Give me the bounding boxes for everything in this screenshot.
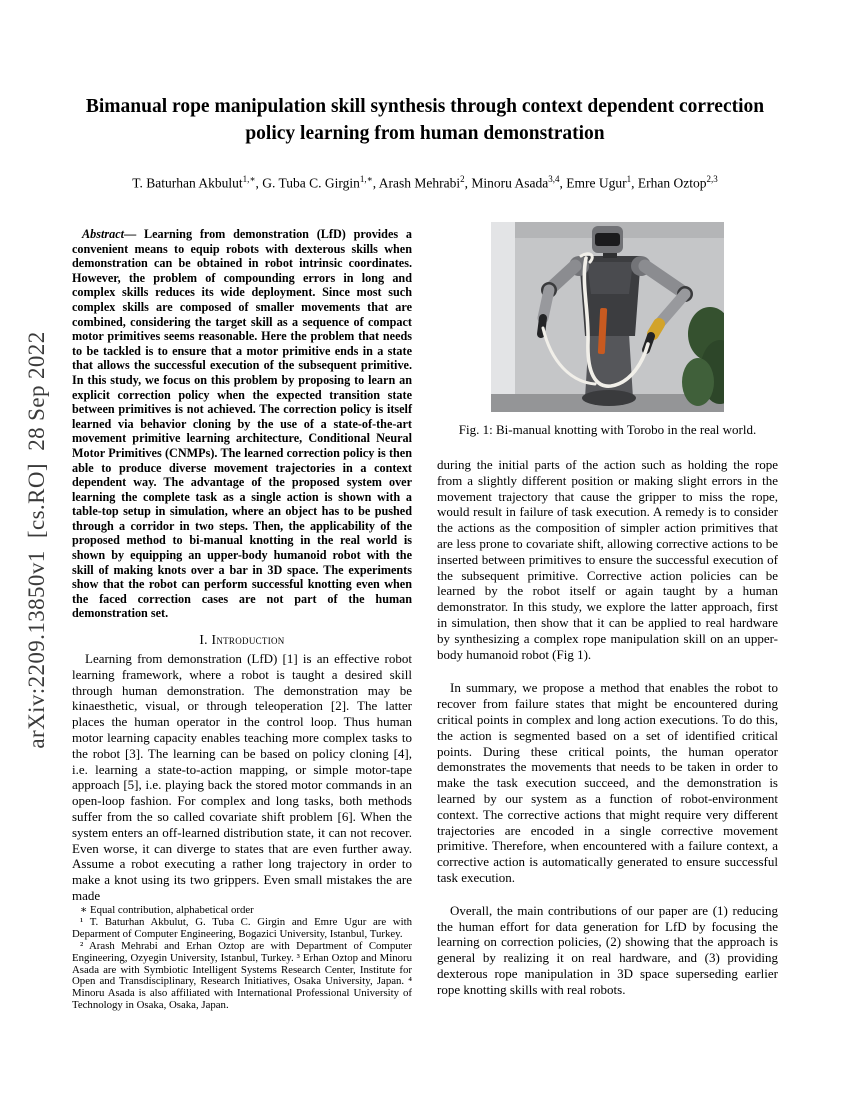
abstract	[72, 227, 412, 621]
left-column	[72, 227, 412, 904]
robot-base	[582, 390, 636, 406]
body-paragraph-3: Overall, the main contributions of our paper are (1) reducing the human effort for data generation for LfD by focusing the learning on correction policies, (2) showing that the approach is general by realizing it on real hardware, and (3) providing dexterous rope manipulation in 3D space superseding earlier rope knotting skills with real robots.	[437, 902, 778, 997]
abstract-text: — Learning from demonstration (LfD) provides a convenient means to equip robots with dexterous skills when demonstration can be obtained in robot intrinsic coordinates. However, the problem of compounding errors in long and complex skills reduces its wide deployment. Since most such complex skills are composed of smaller movements that are combined, considering the target skill as a sequence of compact motor primitives seems reasonable. Here the problem that needs to be tackled is to ensure that a motor primitive ends in a state that allows the successful execution of the subsequent primitive. In this study, we focus on this problem by proposing to learn an explicit correction policy when the expected transition state between primitives is not achieved. The correction policy is itself learned via behavior cloning by the use of a state-of-the-art movement primitive learning architecture, Conditional Neural Motor Primitives (CNMPs). The learned correction policy is then able to produce diverse movement trajectories in a context dependent way. The advantage of the proposed system over learning the complete task as a single action is shown with a table-top setup in simulation, where an object has to be pushed through a corridor in two steps. Then, the applicability of the proposed method to bi-manual knotting in the real world is shown by equipping an upper-body humanoid robot with the skill of making knots over a bar in 3D space. The experiments show that the robot can perform successful knotting even when the faced correction cases are not part of the human demonstration set.	[72, 227, 412, 621]
left-forearm	[543, 290, 549, 318]
robot-pedestal	[585, 334, 633, 398]
author-line: T. Baturhan Akbulut$^{1,∗}$, G. Tuba C. Girgin$^{1,∗}$, Arash Mehrabi$^2$, Minoru Asada$^{3,4}$, Emre Ugur$^1$, Erhan Oztop$^{2,3}$	[132, 174, 718, 191]
robot-face-visor	[595, 233, 620, 246]
plant-leaves-left	[682, 358, 714, 406]
intro-paragraph: Learning from demonstration (LfD) [1] is an effective robot learning framework, where a robot is taught a desired skill through human demonstration. The demonstration may be kinaesthetic, visual, or through teleoperation [2]. The latter places the human operator in the control loop. Thus human motor learning capacity enables teaching more complex tasks to the robot [3]. The learning can be based on policy cloning [4], i.e. learning a state-to-action mapping, or simple motor-tape approach [5], i.e. playing back the stored motor commands in an open-loop fashion. For complex and long tasks, both methods suffer from the so called covariate shift problem [6]. When the system enters an off-learned distribution state, it can not recover. Even worse, it can diverge to states that are even further away. Assume a robot executing a rather long trajectory in order to make a knot using its two grippers. Even small mistakes the are made	[72, 651, 412, 903]
body-paragraph-2: In summary, we propose a method that enables the robot to recover from failure states that might be encountered during critical points in complex and long action executions. To do this, the action is segmented based on a set of identified critical points. During these critical points, the human operator demonstrates the movements that needs to be taken in order to make the task execution succeed, and the demonstration is learned by our system as a function of robot-environment context. The corrective actions that might require very different trajectories are encoded in a single corrective movement primitive. Therefore, when encountered with a failure context, a corrective action is automatically generated to ensure successful task execution.	[437, 680, 778, 885]
footnotes	[72, 905, 412, 1012]
figure-1	[491, 222, 724, 412]
arxiv-stamp: arXiv:2209.13850v1 [cs.RO] 28 Sep 2022	[24, 331, 49, 749]
figure-1-photo	[491, 222, 724, 412]
figure-1-caption: Fig. 1: Bi-manual knotting with Torobo in the real world.	[458, 422, 757, 437]
section-heading-introduction: I. Introduction	[199, 632, 285, 648]
photo-door-panel	[491, 222, 515, 400]
right-column	[437, 222, 778, 998]
footnote-affiliations-2-3-4: ² Arash Mehrabi and Erhan Oztop are with Department of Computer Engineering, Ozyegin University, Istanbul, Turkey. ³ Erhan Oztop and Minoru Asada are with Symbiotic Intelligent Systems Research Center, Institute for Open and Transdisciplinary, Research Initiatives, Osaka University, Japan. ⁴ Minoru Asada is also affiliated with International Professional University of Technology in Osaka, Osaka, Japan.	[72, 939, 412, 1012]
right-wrist-yellow-band	[653, 324, 659, 334]
paper-title: Bimanual rope manipulation skill synthesis through context dependent correction policy learning from human demonstration	[85, 96, 765, 144]
abstract-label: Abstract	[82, 227, 124, 241]
footnote-equal-contribution: ∗ Equal contribution, alphabetical order	[80, 904, 254, 916]
footnote-affiliation-1: ¹ T. Baturhan Akbulut, G. Tuba C. Girgin and Emre Ugur are with Deparment of Computer Engineering, Bogazici University, Istanbul, Turkey.	[72, 915, 412, 940]
body-paragraph-1: during the initial parts of the action such as holding the rope from a slightly different position or making slight errors in the movement trajectory that cause the gripper to miss the rope, would result in failure of task execution. A remedy is to consider the actions as the composition of simpler action primitives that are less prone to covariate shift, allowing corrective actions to be inserted between primitives to ensure the successful execution of the subsequent primitive. Corrective action policies can be learned by the robot itself or again taught by a human demonstrator. In this study, we explore the latter approach, first in simulation, then show that it can be applied to real hardware by synthesizing a complex rope manipulation skill on an upper-body humanoid robot (Fig 1).	[437, 457, 778, 662]
robot-head	[592, 226, 623, 253]
robot-chest-panel	[587, 262, 633, 294]
